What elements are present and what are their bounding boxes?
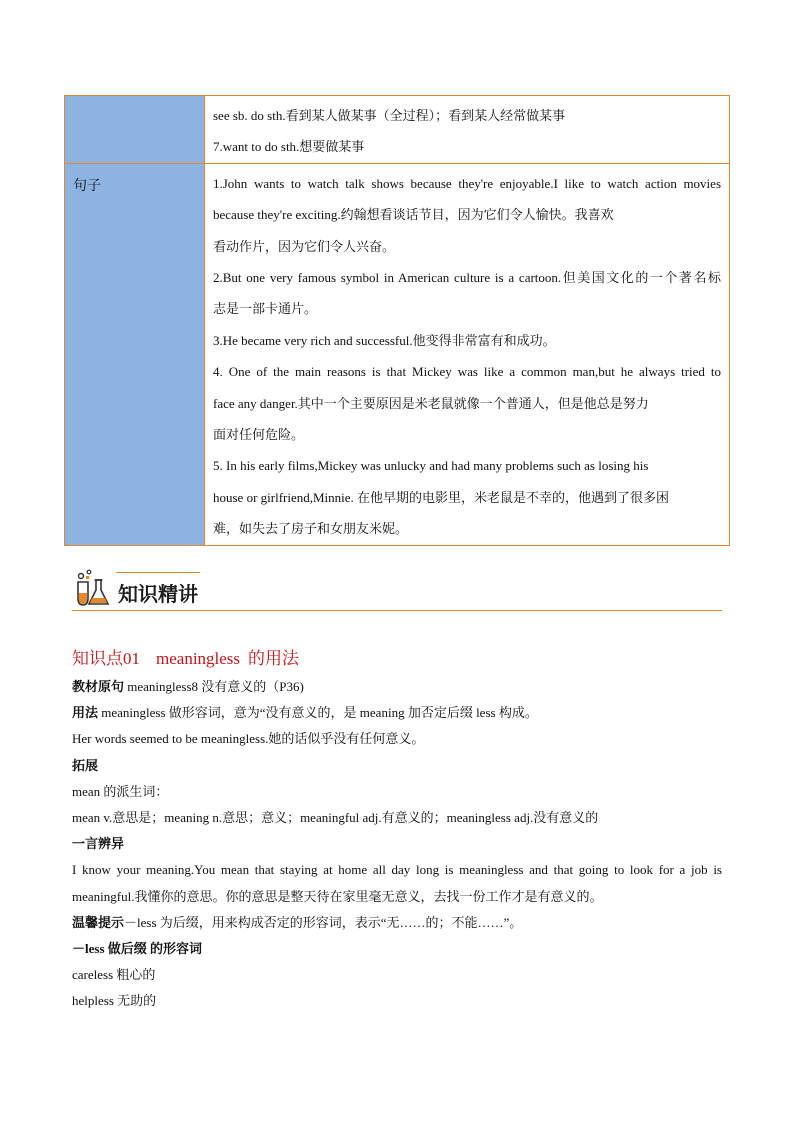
flask-icon [72,568,112,608]
vocab-table [64,95,730,546]
table-line: 7.want to do sth.想要做某事 [213,139,365,155]
knowledge-point-title [72,644,299,669]
table-line: face any danger.其中一个主要原因是米老鼠就像一个普通人，但是他总是努力 [213,395,649,411]
derivative-intro: mean 的派生词： [72,783,169,799]
row-label-sentences: 句子 [65,163,205,545]
table-line: 3.He became very rich and successful.他变得非常富有和成功。 [213,332,556,348]
section-header [72,566,722,611]
row-content-cell [205,163,730,545]
table-line: 难，如失去了房子和女朋友米妮。 [213,521,409,537]
row-label-cell [65,96,205,164]
distinguish-line: meaningful.我懂你的意思。你的意思是整天待在家里毫无意义，去找一份工作才是有意义的。 [72,888,603,904]
section-title: 知识精讲 [118,582,198,606]
row-content-cell [205,96,730,164]
usage-text: meaningless 做形容词，意为“没有意义的，是 meaning 加否定后缀 less 构成。 [98,705,538,721]
table-line: 1.John wants to watch talk shows because they're enjoyable.I like to watch action movies [213,175,721,191]
table-line: because they're exciting.约翰想看谈话节目，因为它们令人愉快。我喜欢 [213,207,614,223]
knowledge-body [72,674,722,1015]
tip-text: －less 为后缀，用来构成否定的形容词，表示“无……的；不能……”。 [124,914,523,930]
kp-number: 知识点01 [72,649,140,668]
example-sentence: Her words seemed to be meaningless.她的话似乎没有任何意义。 [72,731,425,747]
distinguish-label: 一言辨异 [72,836,125,852]
kp-word: meaningless [156,649,241,668]
derivative-list: mean v.意思是；meaning n.意思；意义；meaningful adj.有意义的；meaningless adj.没有意义的 [72,810,599,826]
tip-label: 温馨提示 [72,914,125,930]
table-line: 志是一部卡通片。 [213,301,318,317]
list-item: helpless 无助的 [72,993,157,1009]
less-suffix-label: －less 做后缀 的形容词 [72,941,203,957]
source-label: 教材原句 [72,679,125,694]
table-line: see sb. do sth.看到某人做某事（全过程）；看到某人经常做某事 [213,108,566,123]
list-item: careless 粗心的 [72,967,156,983]
usage-label: 用法 [72,705,99,721]
extend-label: 拓展 [72,757,99,773]
table-line: house or girlfriend,Minnie. 在他早期的电影里，米老鼠是不幸的，他遇到了很多困 [213,489,670,505]
source-sentence [72,674,722,700]
source-text: meaningless8 没有意义的（P36) [124,679,304,694]
table-row [65,96,730,164]
usage-line [72,700,722,726]
kp-suffix: 的用法 [248,649,300,668]
distinguish-line: I know your meaning.You mean that staying at home all day long is meaningless and that going to look for a job is [72,862,722,878]
table-line: 2.But one very famous symbol in American culture is a cartoon.但美国文化的一个著名标 [213,270,721,286]
tip-line [72,910,722,936]
header-accent-line [116,572,200,573]
table-line: 4. One of the main reasons is that Mickey was like a common man,but he always tried to [213,364,721,380]
table-line: 看动作片，因为它们令人兴奋。 [213,238,396,254]
table-row [65,163,730,545]
table-line: 面对任何危险。 [213,427,305,443]
table-line: 5. In his early films,Mickey was unlucky and had many problems such as losing his [213,458,649,474]
